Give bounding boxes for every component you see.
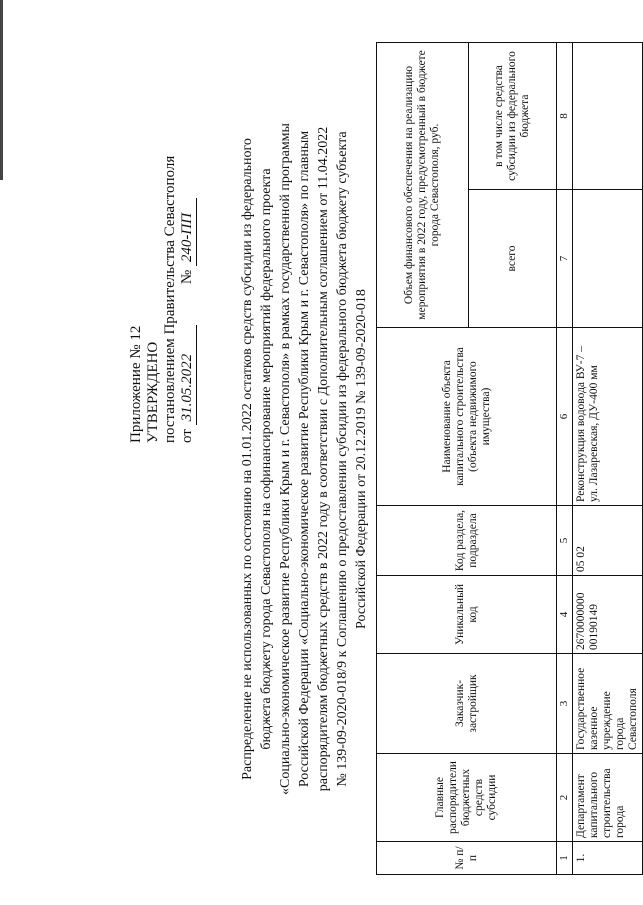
- header-federal: в том числе средства субсидии из федерального бюджета: [469, 43, 557, 190]
- title-line: Распределение не использованных по состоянию на 01.01.2022 остатков средств субсидии из федерального: [240, 138, 255, 780]
- approved-label: УТВЕРЖДЕНО: [145, 341, 161, 443]
- row-total: [573, 190, 643, 328]
- row-federal: [573, 43, 643, 190]
- row-distributor: Департамент капитального строительства города: [573, 754, 643, 842]
- header-distributors: Главные распорядители бюджетных средств субсидии: [377, 754, 557, 842]
- row-object-name: Реконструкция водовода ВУ-7 – ул. Лазаревская, ДУ-400 мм: [573, 328, 643, 506]
- decree-number: 240-ПП: [179, 198, 197, 266]
- column-number: 3: [557, 654, 573, 754]
- header-customer: Заказчик-застройщик: [377, 654, 557, 754]
- row-unique-code: 2670000000 00190149: [573, 576, 643, 654]
- column-number: 7: [557, 190, 573, 328]
- decree-date-number: [179, 23, 197, 443]
- table-row: [573, 43, 643, 875]
- title-line: «Социально-экономическое развитие Республики Крым и г. Севастополя» в рамках государственной программы: [278, 123, 293, 795]
- row-number: 1.: [573, 842, 643, 875]
- header-object-name: Наименование объекта капитального строительства (объекта недвижимого имущества): [377, 328, 557, 506]
- title-line: бюджета бюджету города Севастополя на софинансирование мероприятий федерального проекта: [259, 168, 274, 750]
- decree-date: 31.05.2022: [179, 325, 197, 425]
- title-line: Российской Федерации от 20.12.2019 № 139-09-2020-018: [354, 289, 369, 629]
- title-line: Российской Федерации «Социально-экономическое развитие Республики Крым и г. Севастополя» по главным: [297, 130, 312, 788]
- document-title: [238, 43, 371, 875]
- distribution-table: [376, 42, 643, 875]
- column-number: 5: [557, 506, 573, 576]
- number-prefix: №: [179, 269, 195, 285]
- approval-stamp: [128, 23, 197, 443]
- column-number: 4: [557, 576, 573, 654]
- date-prefix: от: [179, 429, 195, 443]
- title-line: распорядителям бюджетных средств в 2022 году в соответствии с Дополнительным соглашением от 11.04.2022: [316, 126, 331, 792]
- column-number: 1: [557, 842, 573, 875]
- header-financing: Объем финансового обеспечения на реализацию мероприятия в 2022 году, предусмотренный в бюджете города Севастополя, руб.: [377, 43, 469, 328]
- header-section-code: Код раздела, подраздела: [377, 506, 557, 576]
- header-no: № п/п: [377, 842, 557, 875]
- row-customer: Государственное казенное учреждение города Севастополя: [573, 654, 643, 754]
- appendix-number: Приложение № 12: [128, 325, 144, 443]
- row-section-code: 05 02: [573, 506, 643, 576]
- header-unique-code: Уникальный код: [377, 576, 557, 654]
- header-total: всего: [469, 190, 557, 328]
- decree-authority: постановлением Правительства Севастополя: [162, 155, 178, 443]
- column-number: 2: [557, 754, 573, 842]
- header-row: [377, 43, 469, 875]
- column-number: 6: [557, 328, 573, 506]
- title-line: № 139-09-2020-018/9 к Соглашению о предоставлении субсидии из федерального бюджета бюджету субъекта: [335, 131, 350, 787]
- column-number: 8: [557, 43, 573, 190]
- column-number-row: [557, 43, 573, 875]
